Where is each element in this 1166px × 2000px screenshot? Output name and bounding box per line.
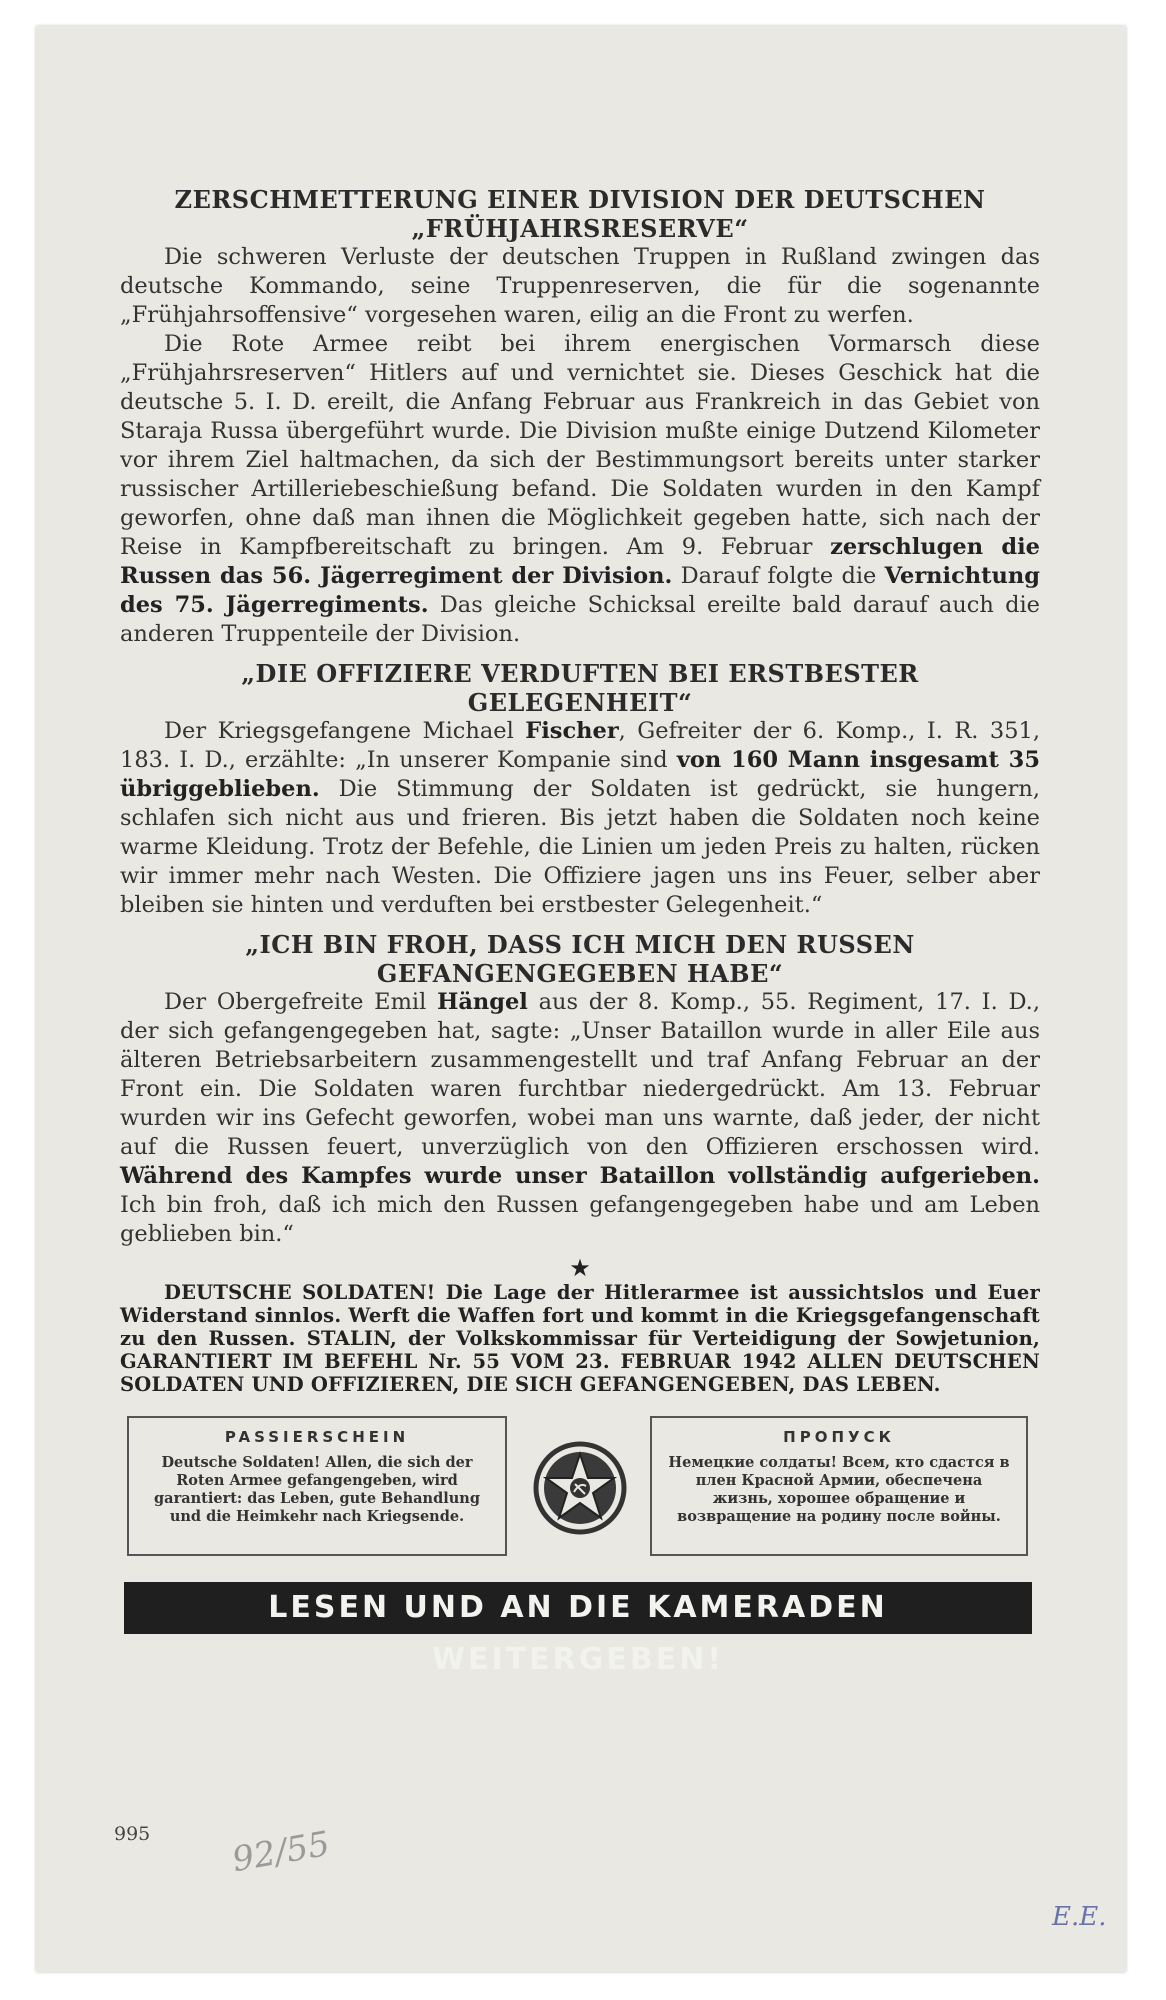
paragraph-2-bold-a: zerschlugen die Russen das 56. Jägerregiment der Division. xyxy=(120,534,1040,589)
paragraph-3 xyxy=(120,717,1040,920)
pass-russian-text: Немецкие солдаты! Всем, кто сдастся в плен Красной Армии, обеспечена жизнь, хорошее обращение и возвращение на родину после войны. xyxy=(668,1454,1010,1525)
paragraph-3-name: Fischer xyxy=(525,718,619,744)
paragraph-4 xyxy=(120,988,1040,1249)
safe-conduct-section xyxy=(120,1416,1040,1576)
headline-1-line-1: ZERSCHMETTERUNG EINER DIVISION DER DEUTSCHEN xyxy=(174,185,986,214)
headline-3-line-1: „ICH BIN FROH, DASS ICH MICH DEN RUSSEN xyxy=(245,930,915,959)
handwritten-initials: E.E. xyxy=(1052,1902,1107,1932)
paragraph-3-text-c: Die Stimmung der Soldaten ist gedrückt, sie hungern, schlafen sich nicht aus und frieren. Bis jetzt haben die Soldaten noch keine warme Kleidung. Trotz der Befehle, die Linien um jeden Preis zu halten, rücken wir immer mehr nach Westen. Die Offiziere jagen uns ins Feuer, selber aber bleiben sie hinten und verduften bei erstbester Gelegenheit.“ xyxy=(120,776,1040,918)
leaflet-content xyxy=(120,185,1040,1677)
headline-1-line-2: „FRÜHJAHRSRESERVE“ xyxy=(411,214,749,243)
headline-1 xyxy=(120,185,1040,243)
headline-3 xyxy=(120,930,1040,988)
paragraph-3-text-b: , Gefreiter der 6. Komp., I. R. 351, 183. I. D., erzählte: „In unserer Kompanie sind xyxy=(120,718,1040,773)
headline-2-line-2: GELEGENHEIT“ xyxy=(467,688,693,717)
pass-german-text: Deutsche Soldaten! Allen, die sich der Roten Armee gefangengeben, wird garantiert: das Leben, gute Behandlung und die Heimkehr nach Kriegsende. xyxy=(154,1454,480,1525)
paragraph-2-text-c: Das gleiche Schicksal ereilte bald darauf auch die anderen Truppenteile der Division. xyxy=(120,592,1040,647)
paragraph-2-text-a: Die Rote Armee reibt bei ihrem energischen Vormarsch diese „Frühjahrsreserven“ Hitlers auf und vernichtet sie. Dieses Geschick hat die deutsche 5. I. D. ereilt, die Anfang Februar aus Frankreich in das Gebiet von Staraja Russa übergeführt wurde. Die Division mußte einige Dutzend Kilometer vor ihrem Ziel haltmachen, da sich der Bestimmungsort bereits unter starker russischer Artilleriebeschießung befand. Die Soldaten wurden in den Kampf geworfen, ohne daß man ihnen die Möglichkeit gegeben hatte, sich nach der Reise in Kampfbereitschaft zu bringen. Am 9. Februar xyxy=(120,331,1040,560)
paragraph-1: Die schweren Verluste der deutschen Truppen in Rußland zwingen das deutsche Kommando, seine Truppenreserven, die für die sogenannte „Frühjahrsoffensive“ vorgesehen waren, eilig an die Front zu werfen. xyxy=(120,244,1040,328)
paragraph-3-text-a: Der Kriegsgefangene Michael xyxy=(164,718,526,744)
star-separator-icon: ★ xyxy=(569,1254,591,1282)
paragraph-2-text-b: Darauf folgte die xyxy=(672,563,885,589)
headline-2 xyxy=(120,659,1040,717)
pass-german-title: PASSIERSCHEIN xyxy=(224,1428,410,1446)
handwritten-note: 92/55 xyxy=(229,1823,333,1881)
headline-3-line-2: GEFANGENGEGEBEN HABE“ xyxy=(376,959,784,988)
soviet-emblem-icon xyxy=(530,1438,630,1538)
pass-german xyxy=(127,1416,507,1556)
appeal-to-soldiers: DEUTSCHE SOLDATEN! Die Lage der Hitlerarmee ist aussichtslos und Euer Widerstand sinnlos. Werft die Waffen fort und kommt in die Kriegsgefangenschaft zu den Russen. STALIN, der Volkskommissar für Verteidigung der Sowjetunion, GARANTIERT IM BEFEHL Nr. 55 VOM 23. FEBRUAR 1942 ALLEN DEUTSCHEN SOLDATEN UND OFFIZIEREN, DIE SICH GEFANGENGEBEN, DAS LEBEN. xyxy=(120,1281,1040,1396)
paragraph-4-text-c: Ich bin froh, daß ich mich den Russen gefangengegeben habe und am Leben geblieben bin.“ xyxy=(120,1192,1040,1247)
paragraph-4-bold: Während des Kampfes wurde unser Bataillon vollständig aufgerieben. xyxy=(120,1163,1040,1189)
paragraph-3-bold: von 160 Mann insgesamt 35 übriggeblieben. xyxy=(120,747,1040,802)
paragraph-2-bold-b: Vernichtung des 75. Jägerregiments. xyxy=(120,563,1040,618)
paragraph-2 xyxy=(120,330,1040,649)
paragraph-4-text-a: Der Obergefreite Emil xyxy=(164,989,438,1015)
pass-russian xyxy=(650,1416,1028,1556)
paragraph-4-text-b: aus der 8. Komp., 55. Regiment, 17. I. D., der sich gefangengegeben hat, sagte: „Unser Bataillon wurde in aller Eile aus älteren Betriebsarbeitern zusammengestellt und traf Anfang Februar an der Front ein. Die Soldaten waren furchtbar niedergedrückt. Am 13. Februar wurden wir ins Gefecht geworfen, wobei man uns warnte, daß jeder, der nicht auf die Russen feuert, unverzüglich von den Offizieren erschossen wird. xyxy=(120,989,1040,1160)
paragraph-4-name: Hängel xyxy=(437,989,528,1015)
page-number: 995 xyxy=(114,1823,151,1845)
read-and-pass-on-banner: LESEN UND AN DIE KAMERADEN WEITERGEBEN! xyxy=(124,1582,1032,1634)
pass-russian-title: ПРОПУСК xyxy=(783,1428,895,1446)
headline-2-line-1: „DIE OFFIZIERE VERDUFTEN BEI ERSTBESTER xyxy=(241,659,919,688)
